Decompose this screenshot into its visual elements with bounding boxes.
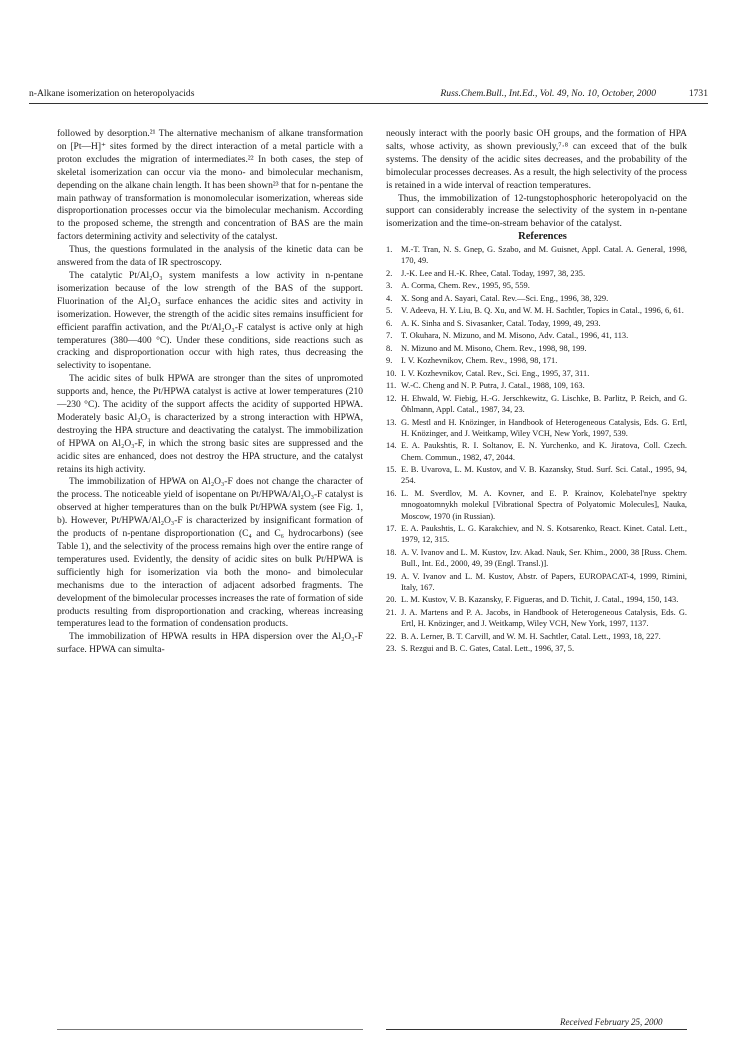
reference-item	[386, 488, 687, 522]
reference-text: X. Song and A. Sayari, Catal. Rev.—Sci. Eng., 1996, 38, 329.	[401, 293, 609, 303]
reference-text: T. Okuhara, N. Mizuno, and M. Misono, Adv. Catal., 1996, 41, 113.	[401, 331, 629, 341]
header-rule	[29, 103, 708, 104]
reference-number: 3.	[386, 281, 393, 291]
paragraph: The immobilization of HPWA on Al₂O₃-F does not change the character of the process. The noticeable yield of isopentane on Pt/HPWA/Al₂O₃-F catalyst is observed at higher temperatures than on the bulk Pt/HPWA system (see Fig. 1, b). However, Pt/HPWA/Al₂O₃-F is characterized by insignificant formation of the products of n-pentane disproportionation (C₄ and C₆ hydrocarbons) (see Table 1), and the selectivity of the process remains high over the entire range of temperatures used. Evidently, the density of acidic sites on bulk Pt/HPWA is sufficiently high for isomerization via both the mono- and bimolecular mechanisms due to the interaction of adjacent adsorbed fragments. The development of the bimolecular processes increases the rate of formation of side products resulting from disproportionation and cracking, whereas increasing temperatures lead to the formation of condensation products.	[57, 477, 363, 630]
reference-text: A. V. Ivanov and L. M. Kustov, Izv. Akad. Nauk, Ser. Khim., 2000, 38 [Russ. Chem. Bull., Int. Ed., 2000, 49, 39 (Engl. Transl.)].	[401, 547, 687, 569]
reference-item	[386, 464, 687, 487]
left-column	[57, 128, 363, 657]
reference-item	[386, 417, 687, 440]
header-title: n-Alkane isomerization on heteropolyacids	[29, 88, 195, 99]
reference-number: 6.	[386, 318, 393, 328]
reference-number: 15.	[386, 465, 397, 475]
paragraph: The acidic sites of bulk HPWA are stronger than the sites of unpromoted supports and, hence, the Pt/HPWA catalyst is active at lower temperatures (210—230 °C). The acidity of the support affects the acidity of supported HPWA. Moderately basic Al₂O₃ is characterized by a strong interaction with HPWA, destroying the HPA structure and deactivating the catalyst. The immobilization of HPWA on Al₂O₃-F, in which the strong basic sites are suppressed and the acidic sites are enhanced, does not destroy the HPA structure, and the catalyst retains its high activity.	[57, 374, 363, 475]
reference-text: J. A. Martens and P. A. Jacobs, in Handbook of Heterogeneous Catalysis, Eds. G. Ertl, H. Knözinger, and J. Weitkamp, Wiley VCH, New York, 1997, 1137.	[401, 607, 687, 629]
reference-item	[386, 368, 687, 379]
reference-number: 19.	[386, 571, 397, 581]
reference-item	[386, 355, 687, 366]
reference-item	[386, 318, 687, 329]
reference-item	[386, 330, 687, 341]
reference-item	[386, 293, 687, 304]
reference-number: 13.	[386, 417, 397, 427]
paragraph: The immobilization of HPWA results in HPA dispersion over the Al₂O₃-F surface. HPWA can simulta-	[57, 632, 363, 656]
reference-text: H. Ehwald, W. Fiebig, H.-G. Jerschkewitz, G. Lischke, B. Parlitz, P. Reich, and G. Öhlmann, Appl. Catal., 1987, 34, 23.	[401, 393, 687, 415]
paragraph: neously interact with the poorly basic OH groups, and the formation of HPA salts, whose activity, as shown previously,⁷·⁸ can exceed that of the bulk systems. The density of the acidic sites decreases, and the probability of the bimolecular processes decreases. As a result, the high selectivity of the process is retained in a wide interval of reaction temperatures.	[386, 129, 687, 191]
reference-item	[386, 268, 687, 279]
reference-number: 8.	[386, 343, 393, 353]
reference-item	[386, 523, 687, 546]
running-header	[29, 88, 708, 104]
received-date: Received February 25, 2000	[560, 1017, 663, 1027]
reference-item	[386, 594, 687, 605]
reference-text: A. Corma, Chem. Rev., 1995, 95, 559.	[401, 281, 530, 291]
reference-text: A. K. Sinha and S. Sivasanker, Catal. Today, 1999, 49, 293.	[401, 318, 601, 328]
reference-item	[386, 607, 687, 630]
paragraph: followed by desorption.²¹ The alternative mechanism of alkane transformation on [Pt—H]⁺ sites formed by the direct interaction of a metal particle with a proton excludes the migration of intermediates.²² In both cases, the step of skeletal isomerization can occur via the mono- and bimolecular mechanism, depending on the alkane chain length. It has been shown²³ that for n-pentane the main pathway of transformation is monomolecular isomerization, whereas side disproportionation processes occur via the bimolecular mechanism. According to the proposed scheme, the strength and concentration of BAS are the main factors determining activity and selectivity of the catalyst.	[57, 129, 363, 243]
reference-text: S. Rezgui and B. C. Gates, Catal. Lett., 1996, 37, 5.	[401, 644, 575, 654]
reference-number: 5.	[386, 306, 393, 316]
reference-number: 14.	[386, 441, 397, 451]
reference-text: L. M. Sverdlov, M. A. Kovner, and E. P. Krainov, Kolebatel'nye spektry mnogoatomnykh molekul [Vibrational Spectra of Polyatomic Molecules], Nauka, Moscow, 1970 (in Russian).	[401, 488, 687, 521]
reference-number: 16.	[386, 488, 397, 498]
reference-text: V. Adeeva, H. Y. Liu, B. Q. Xu, and W. M. H. Sachtler, Topics in Catal., 1996, 6, 61.	[401, 306, 684, 316]
reference-item	[386, 305, 687, 316]
references-heading: References	[518, 231, 567, 243]
reference-text: I. V. Kozhevnikov, Chem. Rev., 1998, 98, 171.	[401, 356, 558, 366]
page-number: 1731	[688, 88, 708, 99]
bottom-rule	[386, 1029, 687, 1030]
reference-text: W.-C. Cheng and N. P. Putra, J. Catal., 1988, 109, 163.	[401, 381, 585, 391]
reference-item	[386, 631, 687, 642]
reference-text: J.-K. Lee and H.-K. Rhee, Catal. Today, 1997, 38, 235.	[401, 268, 586, 278]
reference-number: 10.	[386, 368, 397, 378]
reference-item	[386, 393, 687, 416]
paragraph: Thus, the immobilization of 12-tungstophosphoric heteropolyacid on the support can considerably increase the selectivity of the system in n-pentane isomerization and the time-on-stream behavior of the catalyst.	[386, 193, 687, 230]
reference-text: A. V. Ivanov and L. M. Kustov, Abstr. of Papers, EUROPACAT-4, 1999, Rimini, Italy, 167.	[401, 571, 687, 592]
reference-number: 17.	[386, 523, 397, 533]
reference-text: E. A. Paukshtis, L. G. Karakchiev, and N. S. Kotsarenko, React. Kinet. Catal. Lett., 1979, 12, 315.	[401, 523, 687, 545]
reference-number: 21.	[386, 607, 397, 617]
reference-text: L. M. Kustov, V. B. Kazansky, F. Figueras, and D. Tichit, J. Catal., 1994, 150, 143.	[401, 595, 679, 605]
reference-item	[386, 440, 687, 463]
reference-number: 22.	[386, 631, 397, 641]
reference-item	[386, 280, 687, 291]
reference-text: B. A. Lerner, B. T. Carvill, and W. M. H. Sachtler, Catal. Lett., 1993, 18, 227.	[401, 631, 661, 641]
reference-number: 20.	[386, 595, 397, 605]
reference-item	[386, 643, 687, 654]
reference-text: G. Mestl and H. Knözinger, in Handbook of Heterogeneous Catalysis, Eds. G. Ertl, H. Knözinger, and J. Weitkamp, Wiley VCH, New York, 1997, 539.	[401, 417, 687, 438]
reference-item	[386, 244, 687, 267]
reference-number: 12.	[386, 393, 397, 403]
reference-number: 11.	[386, 381, 397, 391]
reference-item	[386, 380, 687, 391]
reference-number: 9.	[386, 356, 393, 366]
reference-text: E. B. Uvarova, L. M. Kustov, and V. B. Kazansky, Stud. Surf. Sci. Catal., 1995, 94, 254.	[401, 465, 687, 486]
paragraph: Thus, the questions formulated in the analysis of the kinetic data can be answered from the data of IR spectroscopy.	[57, 245, 363, 269]
reference-number: 18.	[386, 547, 397, 557]
reference-number: 7.	[386, 331, 393, 341]
reference-number: 1.	[386, 245, 393, 255]
header-journal: Russ.Chem.Bull., Int.Ed., Vol. 49, No. 10, October, 2000	[440, 88, 656, 99]
column-rule	[57, 1029, 363, 1030]
reference-text: M.-T. Tran, N. S. Gnep, G. Szabo, and M. Guisnet, Appl. Catal. A. General, 1998, 170, 49.	[401, 245, 687, 266]
paragraph: The catalytic Pt/Al₂O₃ system manifests a low activity in n-pentane isomerization because of the low strength of the BAS of the support. Fluorination of the Al₂O₃ surface enhances the acidic sites and activity in isomerization. However, the strength of the acidic sites remains insufficient for efficient paraffin activation, and the Pt/Al₂O₃-F catalyst is active only at high temperatures (380—400 °C). Under these conditions, side reactions such as cracking and disproportionation occur with high rates, thus decreasing the selectivity to isopentane.	[57, 270, 363, 372]
reference-text: N. Mizuno and M. Misono, Chem. Rev., 1998, 98, 199.	[401, 343, 587, 353]
references-list	[386, 244, 687, 654]
reference-item	[386, 343, 687, 354]
reference-item	[386, 571, 687, 594]
reference-item	[386, 547, 687, 570]
reference-number: 4.	[386, 293, 393, 303]
reference-number: 23.	[386, 644, 397, 654]
reference-number: 2.	[386, 268, 393, 278]
reference-text: E. A. Paukshtis, R. I. Soltanov, E. N. Yurchenko, and K. Jiratova, Coll. Czech. Chem. Commun., 1982, 47, 2044.	[401, 441, 687, 462]
reference-text: I. V. Kozhevnikov, Catal. Rev., Sci. Eng., 1995, 37, 311.	[401, 368, 590, 378]
right-column	[386, 128, 687, 656]
